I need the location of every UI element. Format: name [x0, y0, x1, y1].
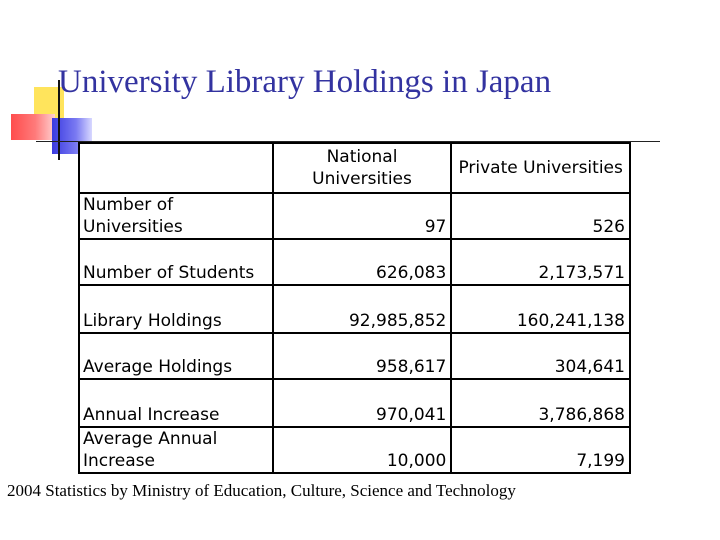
national-value: 970,041: [273, 379, 452, 427]
national-value: 626,083: [273, 239, 452, 285]
table-header-row: [79, 143, 630, 193]
table-row: [79, 285, 630, 333]
national-value: 958,617: [273, 333, 452, 379]
decor-red-square: [11, 114, 55, 140]
header-empty-cell: [79, 143, 273, 193]
table-row: [79, 427, 630, 473]
table-row: [79, 193, 630, 239]
private-value: 526: [451, 193, 630, 239]
private-value: 2,173,571: [451, 239, 630, 285]
row-label: Annual Increase: [79, 379, 273, 427]
row-label: Average Holdings: [79, 333, 273, 379]
private-value: 7,199: [451, 427, 630, 473]
table-row: [79, 379, 630, 427]
header-national: National Universities: [273, 143, 452, 193]
national-value: 92,985,852: [273, 285, 452, 333]
table-row: [79, 239, 630, 285]
table-row: [79, 333, 630, 379]
source-caption: 2004 Statistics by Ministry of Education, Culture, Science and Technology: [7, 481, 516, 500]
library-stats-table: [78, 142, 631, 474]
private-value: 3,786,868: [451, 379, 630, 427]
row-label: Number of Students: [79, 239, 273, 285]
row-label: Library Holdings: [79, 285, 273, 333]
national-value: 97: [273, 193, 452, 239]
private-value: 160,241,138: [451, 285, 630, 333]
private-value: 304,641: [451, 333, 630, 379]
row-label: Number of Universities: [79, 193, 273, 239]
header-private: Private Universities: [451, 143, 630, 193]
row-label: Average Annual Increase: [79, 427, 273, 473]
slide-title: University Library Holdings in Japan: [58, 64, 552, 100]
national-value: 10,000: [273, 427, 452, 473]
